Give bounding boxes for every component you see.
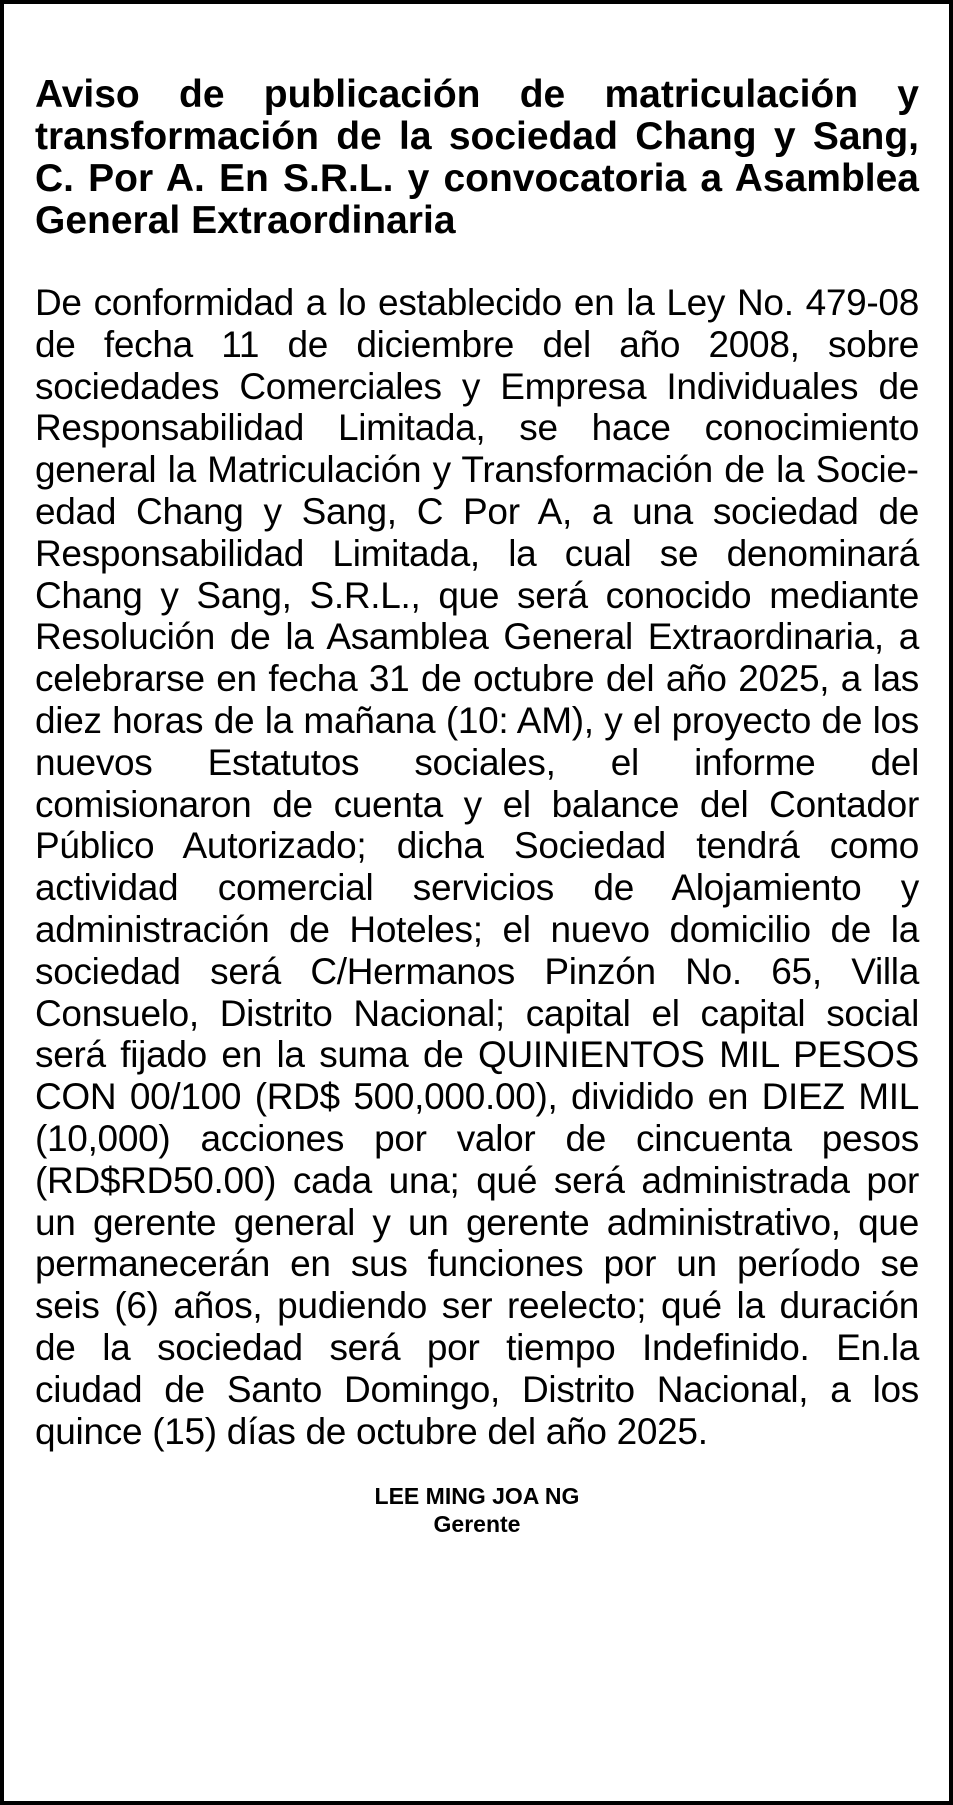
signature-block bbox=[35, 1482, 919, 1538]
notice-title: Aviso de publicación de matriculación y transformación de la sociedad Chang y Sang, C. Por A. En S.R.L. y convocatoria a Asamblea General Extraordinaria bbox=[35, 73, 919, 242]
notice-body: De conformidad a lo establecido en la Ley No. 479-08 de fecha 11 de diciembre del año 2008, sobre sociedades Comerciales y Empresa Individuales de Responsabilidad Limitada, se hace conocimiento general la Matriculación y Transformación de la Socieedad Chang y Sang, C Por A, a una sociedad de Responsabilidad Limitada, la cual se denominará Chang y Sang, S.R.L., que será conocido mediante Resolución de la Asamblea General Extraordinaria, a celebrarse en fecha 31 de octubre del año 2025, a las diez horas de la mañana (10: AM), y el proyecto de los nuevos Estatutos sociales, el informe del comisionaron de cuenta y el balance del Contador Público Autorizado; dicha Sociedad tendrá como actividad comercial servicios de Alojamiento y administración de Hoteles; el nuevo domicilio de la sociedad será C/Hermanos Pinzón No. 65, Villa Consuelo, Distrito Nacional; capital el capital social será fijado en la suma de QUINIENTOS MIL PESOS CON 00/100 (RD$ 500,000.00), dividido en DIEZ MIL (10,000) acciones por valor de cincuenta pesos (RD$RD50.00) cada una; qué será administrada por un gerente general y un gerente administrativo, que permanecerán en sus funciones por un período se seis (6) años, pudiendo ser reelecto; qué la duración de la sociedad será por tiempo Indefinido. En.la ciudad de Santo Domingo, Distrito Nacional, a los quince (15) días de octubre del año 2025. bbox=[35, 282, 919, 1452]
signer-role: Gerente bbox=[433, 1511, 521, 1538]
signer-name: LEE MING JOA NG bbox=[374, 1483, 580, 1510]
